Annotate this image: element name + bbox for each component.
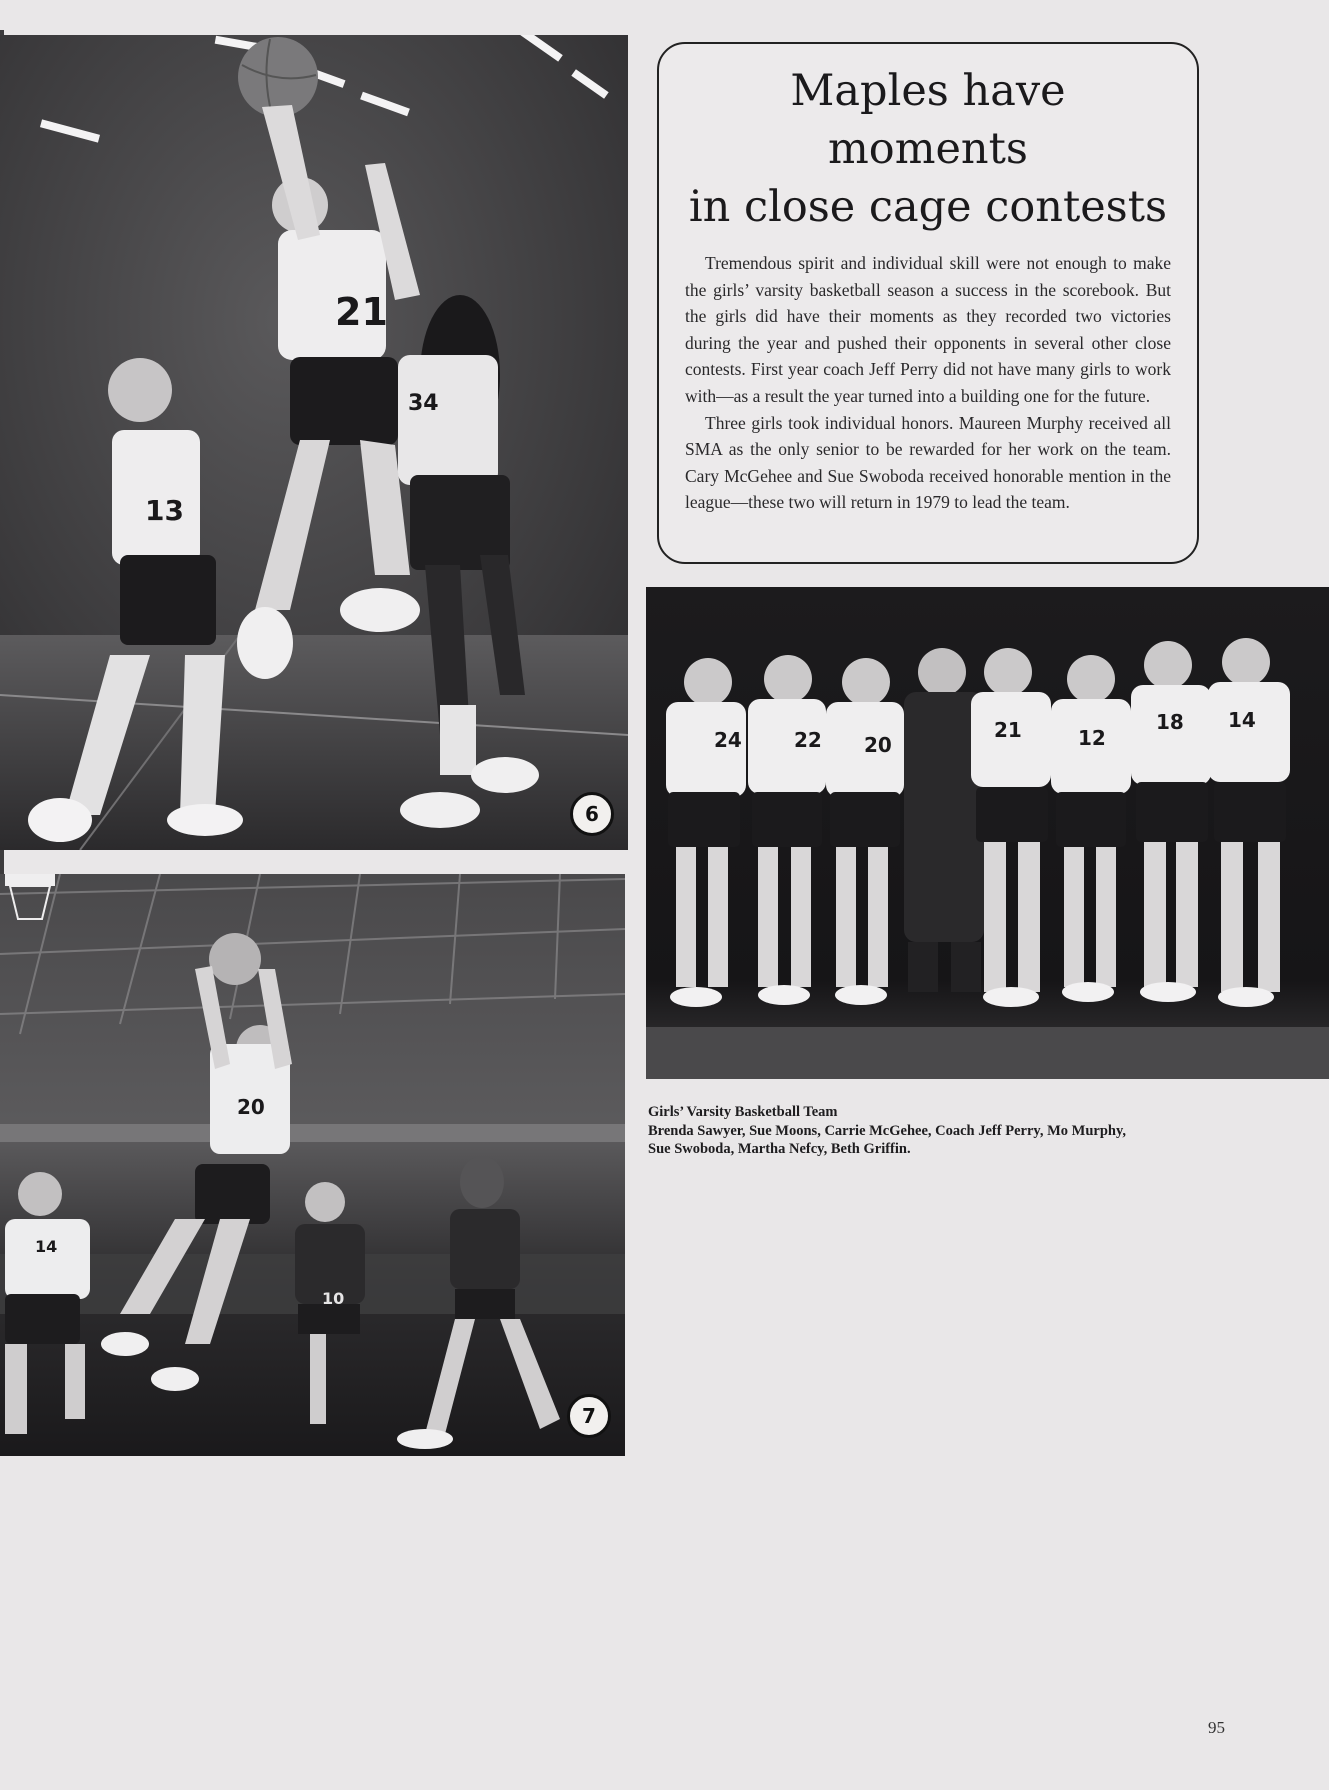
story-box bbox=[657, 42, 1199, 564]
story-paragraph: Tremendous spirit and individual skill were not enough to make the girls’ varsity basketball season a success in the scorebook. But the girls did have their moments as they recorded two victories during the year and pushed their opponents in several other close contests. First year coach Jeff Perry did not have many girls to work with—as a result the year turned into a building one for the future. bbox=[685, 253, 1171, 406]
photo-number-badge: 6 bbox=[570, 792, 614, 836]
jersey-number: 13 bbox=[145, 494, 184, 527]
jersey-number: 22 bbox=[794, 728, 822, 752]
headline-line-2: in close cage contests bbox=[688, 182, 1168, 232]
team-photo-image bbox=[646, 587, 1329, 1079]
jersey-number: 12 bbox=[1078, 726, 1106, 750]
jersey-number: 20 bbox=[237, 1095, 265, 1119]
jersey-number: 14 bbox=[1228, 708, 1256, 732]
caption-names-line-2: Sue Swoboda, Martha Nefcy, Beth Griffin. bbox=[648, 1141, 911, 1157]
team-photo bbox=[646, 587, 1329, 1079]
jersey-number: 21 bbox=[335, 290, 388, 334]
headline bbox=[685, 62, 1171, 236]
jersey-number: 24 bbox=[714, 728, 742, 752]
story-body bbox=[685, 250, 1171, 516]
jersey-number: 34 bbox=[408, 391, 439, 416]
headline-line-1: Maples have moments bbox=[790, 66, 1066, 174]
story-paragraph: Three girls took individual honors. Maureen Murphy received all SMA as the only senior to be rewarded for her work on the team. Cary McGehee and Sue Swoboda received honorable mention in the league—these two will return in 1979 to lead the team. bbox=[685, 412, 1171, 513]
jersey-number: 21 bbox=[994, 718, 1022, 742]
caption-names-line-1: Brenda Sawyer, Sue Moons, Carrie McGehee, Coach Jeff Perry, Mo Murphy, bbox=[648, 1122, 1127, 1139]
jersey-number: 20 bbox=[864, 733, 892, 757]
jersey-number: 18 bbox=[1156, 710, 1184, 734]
game-photo-6 bbox=[0, 35, 628, 850]
page-number: 95 bbox=[1208, 1718, 1225, 1737]
team-photo-caption bbox=[648, 1103, 1248, 1159]
game-photo-7-image bbox=[0, 874, 625, 1456]
caption-title: Girls’ Varsity Basketball Team bbox=[648, 1104, 838, 1120]
jersey-number: 10 bbox=[322, 1289, 345, 1308]
photo-number-badge: 7 bbox=[567, 1394, 611, 1438]
game-photo-6-image bbox=[0, 35, 628, 850]
game-photo-7 bbox=[0, 874, 625, 1456]
jersey-number: 14 bbox=[35, 1237, 58, 1256]
